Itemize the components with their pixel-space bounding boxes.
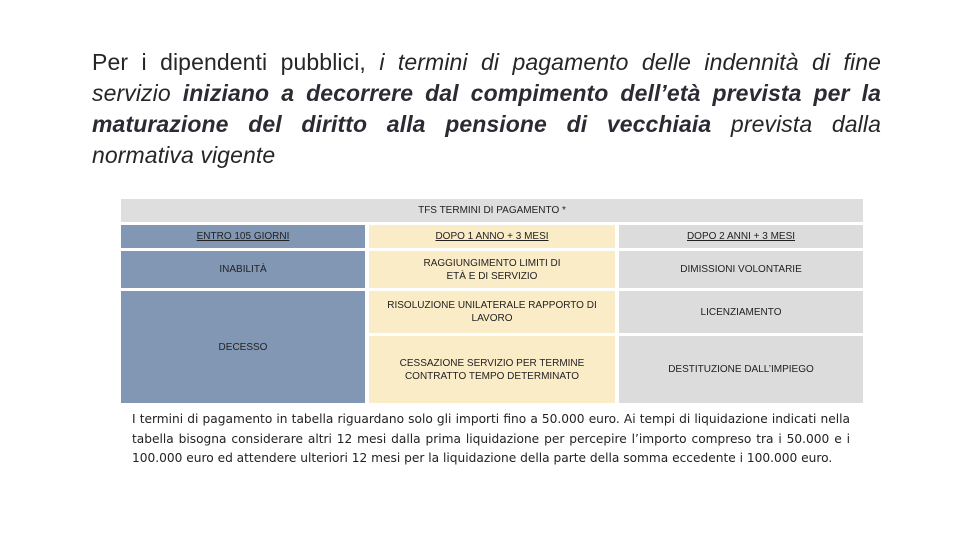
- column-header-1-year: [369, 225, 615, 248]
- cell-dimissioni-volontarie: DIMISSIONI VOLONTARIE: [619, 251, 863, 288]
- intro-text-plain: Per i dipendenti pubblici,: [92, 49, 380, 75]
- column-header-2-years-label: DOPO 2 ANNI + 3 MESI: [686, 231, 796, 242]
- cell-licenziamento: LICENZIAMENTO: [619, 291, 863, 333]
- intro-text-italic: i termini di pagamento delle indennità di fine servizio: [92, 49, 881, 106]
- footnote-paragraph: I termini di pagamento in tabella riguardano solo gli importi fino a 50.000 euro. Ai tempi di liquidazione indicati nella tabella bisogna considerare altri 12 mesi dalla prima liquidazione per percepire l’importo compreso tra i 50.000 e i 100.000 euro ed attendere ulteriori 12 mesi per la liquidazione della parte della somma eccedente i 100.000 euro.: [132, 412, 850, 465]
- intro-text-bold-italic: iniziano a decorrere dal compimento dell’età prevista per la maturazione del diritto alla pensione di vecchiaia: [92, 80, 881, 137]
- column-header-105-days-label: ENTRO 105 GIORNI: [196, 231, 290, 242]
- cell-cessazione-servizio: CESSAZIONE SERVIZIO PER TERMINE CONTRATTO TEMPO DETERMINATO: [369, 336, 615, 403]
- intro-paragraph: [92, 47, 881, 171]
- column-header-1-year-label: DOPO 1 ANNO + 3 MESI: [435, 231, 549, 242]
- cell-decesso: DECESSO: [121, 291, 365, 403]
- cell-inabilita: INABILITÀ: [121, 251, 365, 288]
- cell-destituzione: DESTITUZIONE DALL’IMPIEGO: [619, 336, 863, 403]
- column-header-105-days: [121, 225, 365, 248]
- tfs-payment-table: [121, 199, 863, 403]
- table-header: TFS TERMINI DI PAGAMENTO *: [121, 199, 863, 222]
- cell-raggiungimento-limiti: RAGGIUNGIMENTO LIMITI DI ETÀ E DI SERVIZIO: [369, 251, 615, 288]
- intro-text-italic-end: prevista dalla normativa vigente: [92, 111, 881, 168]
- cell-risoluzione-unilaterale: RISOLUZIONE UNILATERALE RAPPORTO DI LAVORO: [369, 291, 615, 333]
- column-header-2-years: [619, 225, 863, 248]
